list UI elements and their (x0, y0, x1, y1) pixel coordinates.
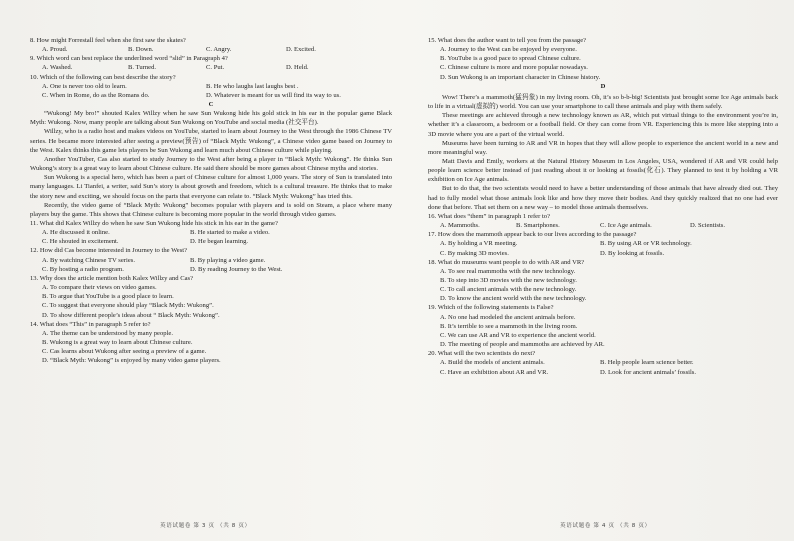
option: B. Help people learn science better. (600, 359, 694, 367)
option: B. By playing a video game. (190, 256, 266, 264)
option: D. Held. (286, 64, 309, 72)
option: A. Washed. (42, 64, 73, 72)
question-8-stem: 8. How might Forrestall feel when she first saw the skates? (30, 37, 186, 44)
option: B. To argue that YouTube is a good place to learn. (42, 293, 174, 301)
question-12-stem: 12. How did Cas become interested in Journey to the West? (30, 247, 188, 255)
option: D. Sun Wukong is an important character in Chinese history. (440, 73, 601, 81)
option: C. Put. (206, 64, 225, 72)
option: C. Cas learns about Wukong after seeing a preview of a game. (42, 348, 207, 356)
question-14-stem: 14. What does “This” in paragraph 5 refer to? (30, 320, 151, 328)
question-10-options-ab (30, 82, 392, 91)
question-17-stem: 17. How does the mammoth appear back to our lives according to the passage? (428, 231, 637, 239)
question-18-stem: 18. What do museums want people to do with AR and VR? (428, 258, 585, 266)
question-16-options (428, 221, 778, 230)
option: B. Smartphones. (516, 222, 560, 230)
question-11-options-ab (30, 228, 392, 237)
question-8-options (30, 45, 392, 54)
option: D. By reading Journey to the West. (190, 265, 283, 273)
option: C. Ice Age animals. (600, 222, 652, 230)
question-20-options-cd (428, 368, 778, 377)
option: C. By making 3D movies. (440, 249, 509, 257)
passage-paragraph: Wow! There’s a mammoth(猛犸象) in my living room. Oh, it’s so b-b-big! Scientists just brought some Ice Age animals back to life in a virtual(虚拟的) world. You can use your smartphone to call these animals and play with them safely. (428, 93, 778, 111)
question-9-stem: 9. Which word can best replace the underlined word “slid” in Paragraph 4? (30, 55, 228, 63)
option: D. Whatever is meant for us will find its way to us. (206, 91, 341, 99)
question-16-stem: 16. What does “them” in paragraph 1 refer to? (428, 212, 550, 220)
right-page (428, 36, 778, 377)
option: C. Have an exhibition about AR and VR. (440, 368, 549, 376)
question-20-options-ab (428, 358, 778, 367)
question-12-options-ab (30, 256, 392, 265)
passage-paragraph: Sun Wukong is a special hero, which has been a part of Chinese culture for almost 1,000 years. The story of Sun is translated into many languages. Li Tianfei, a writer, said Sun’s story is about growth and freedom, which is a cultural treasure. He thinks that to make the story new and exciting, we should focus on the parts that everyone can relate to. “Black Myth: Wukong” has tried this. (30, 174, 392, 200)
option: D. “Black Myth: Wukong” is enjoyed by many video game players. (42, 357, 221, 365)
option: A. To compare their views on video games. (42, 284, 157, 292)
passage-paragraph: These meetings are achieved through a new technology known as AR, which put virtual things to the environment you’re in, whether it’s a classroom, a bedroom or a football field. Or they can come from VR. Experiencing this is more like stepping into a 3D movie where you are a part of the virtual world. (428, 112, 778, 138)
option: C. We can use AR and VR to experience the ancient world. (440, 331, 596, 339)
option: C. By hosting a radio program. (42, 265, 124, 273)
option: A. Mammoths. (440, 222, 480, 230)
passage-paragraph: Matt Davis and Emily, workers at the Natural History Museum in Los Angeles, USA, wondered if AR and VR could help people learn science better instead of just reading about it or looking at fossils(化石). They planned to test it by holding a VR exhibition on Ice Age animals. (428, 158, 778, 184)
option: A. Proud. (42, 46, 68, 54)
question-15-stem: 15. What does the author want to tell you from the passage? (428, 37, 587, 44)
option: A. He discussed it online. (42, 229, 110, 237)
option: B. He started to make a video. (190, 229, 270, 237)
passage-paragraph: Museums have been turning to AR and VR in hopes that they will allow people to experience the ancient world in a new and more meaningful way. (428, 139, 778, 156)
option: D. Look for ancient animals’ fossils. (600, 368, 697, 376)
passage-paragraph: But to do that, the two scientists would need to have a better understanding of those animals that have already died out. They had to fully model what those animals look like and how they move their bodies. And they quickly realized that no one had ever done that before. That set them on a new way – to model those animals themselves. (428, 185, 778, 211)
option: B. Wukong is a great way to learn about Chinese culture. (42, 339, 193, 347)
option: A. Journey to the West can be enjoyed by everyone. (440, 46, 577, 54)
option: D. Excited. (286, 46, 316, 54)
option: A. To see real mammoths with the new technology. (440, 267, 576, 275)
option: C. He shouted in excitement. (42, 238, 119, 246)
question-13-stem: 13. Why does the article mention both Kalex Willzy and Cas? (30, 274, 194, 282)
option: A. The theme can be understood by many people. (42, 329, 173, 337)
question-11-stem: 11. What did Kalex Willzy do when he saw Sun Wukong hide his stick in his ear in the game? (30, 220, 278, 228)
question-10-stem: 10. Which of the following can best describe the story? (30, 73, 176, 81)
option: D. To know the ancient world with the new technology. (440, 295, 587, 303)
passage-paragraph: Willzy, who is a radio host and makes videos on YouTube, started to learn about Journey to the West through the 1986 Chinese TV series. He became more interested after seeing a preview(预告) of “Black Myth: Wukong”, a Chinese video game based on Journey to the West. Kalex thinks this game lets players be Sun Wukong and learn much about Chinese culture while playing. (30, 128, 392, 154)
page-footer-right: 英语试题卷 第 4 页 （共 8 页） (560, 523, 651, 529)
option: A. Build the models of ancient animals. (440, 359, 545, 367)
option: A. One is never too old to learn. (42, 82, 127, 90)
question-19-stem: 19. Which of the following statements is False? (428, 304, 554, 312)
option: B. To step into 3D movies with the new technology. (440, 277, 577, 284)
passage-paragraph: Another YouTuber, Cas also started to study Journey to the West after being a player in “Black Myth: Wukong”. He thinks Sun Wukong’s story is a great way to learn about Chinese culture. He said there should be more games about Chinese myths and stories. (30, 155, 392, 173)
question-17-options-cd (428, 249, 778, 258)
passage-paragraph: Recently, the video game of “Black Myth: Wukong” becomes popular with players and is sold on Steam, a place where many players buy the game. This shows that Chinese culture is becoming more popular in the world through video games. (30, 201, 392, 218)
option: B. He who laughs last laughs best . (206, 82, 299, 90)
option: B. YouTube is a good pace to spread Chinese culture. (440, 55, 581, 63)
question-9-options (30, 63, 392, 72)
option: C. To suggest that everyone should play “Black Myth: Wukong”. (42, 302, 214, 310)
option: B. By using AR or VR technology. (600, 240, 692, 248)
question-20-stem: 20. What will the two scientists do next? (428, 350, 536, 358)
passage-paragraph: “Wukong! My bro!” shouted Kalex Willzy when he saw Sun Wukong hide his gold stick in his ear in the popular game Black Myth: Wukong. Now, many people are talking about Sun Wukong on YouTube and social media (社交平台). (30, 110, 392, 127)
option: C. Chinese culture is more and more popular nowadays. (440, 64, 588, 72)
option: B. Turned. (128, 64, 157, 72)
left-page (30, 36, 392, 365)
option: D. He began learning. (190, 238, 249, 246)
option: D. Scientists. (690, 222, 725, 230)
option: D. The meeting of people and mammoths are achieved by AR. (440, 341, 605, 349)
option: C. To call ancient animals with the new technology. (440, 286, 577, 294)
option: A. No one had modeled the ancient animals before. (440, 313, 576, 321)
option: B. It’s terrible to see a mammoth in the living room. (440, 322, 578, 330)
page-footer-left: 英语试题卷 第 3 页 （共 8 页） (160, 523, 251, 529)
question-10-options-cd (30, 91, 392, 100)
question-12-options-cd (30, 265, 392, 274)
option: C. Angry. (206, 46, 232, 54)
question-17-options-ab (428, 239, 778, 248)
option: D. To show different people’s ideas about “ Black Myth: Wukong”. (42, 311, 220, 319)
question-11-options-cd (30, 237, 392, 246)
option: A. By watching Chinese TV series. (42, 256, 135, 264)
section-heading-c: C (208, 101, 214, 109)
option: C. When in Rome, do as the Romans do. (42, 91, 150, 99)
option: A. By holding a VR meeting. (440, 240, 518, 248)
option: D. By looking at fossils. (600, 249, 665, 257)
section-heading-d: D (600, 82, 606, 90)
option: B. Down. (128, 46, 154, 54)
